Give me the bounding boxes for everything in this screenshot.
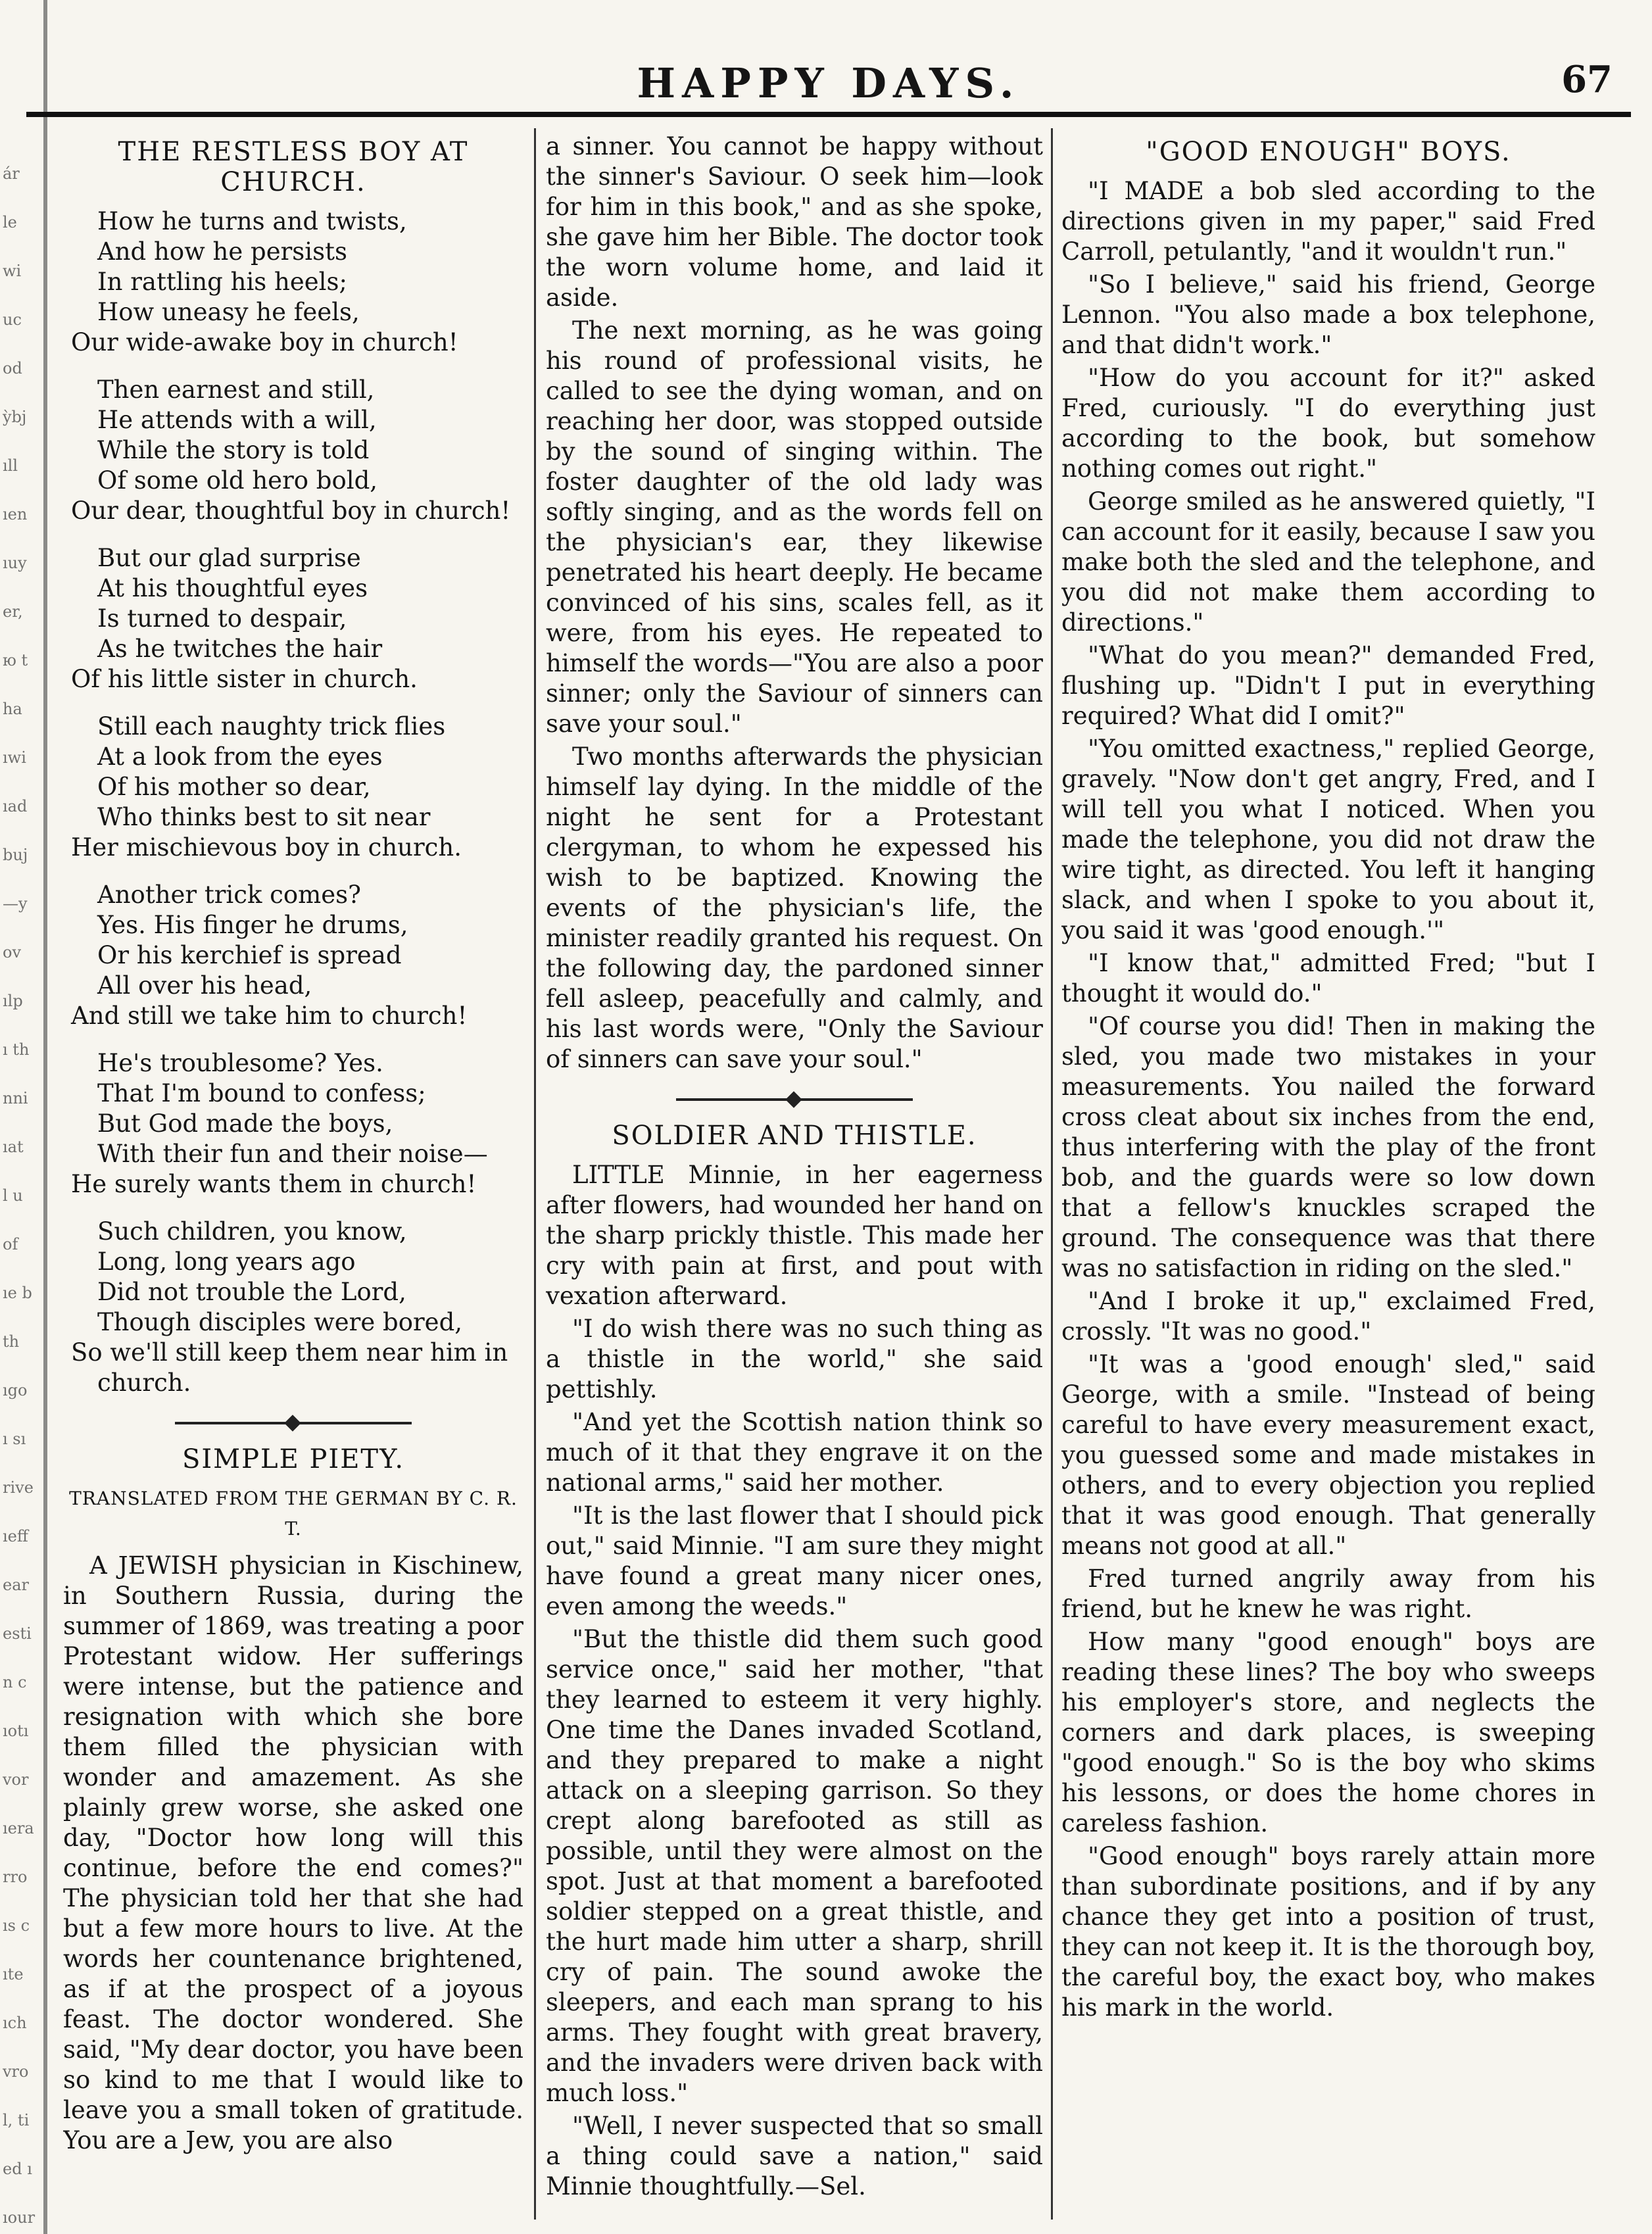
poem-stanza [63,712,523,863]
poem-line: Though disciples were bored, [97,1308,463,1336]
margin-fragment: ıeff [3,1527,28,1545]
poem-line: Is turned to despair, [97,604,347,633]
poem-line: But our glad surprise [97,544,361,572]
poem-line: Of his little sister in church. [71,665,418,693]
column-divider-2 [1051,128,1053,2220]
margin-fragment: ıour [3,2208,36,2227]
margin-fragment: ıs c [3,1916,30,1935]
poem-line: Did not trouble the Lord, [97,1278,406,1306]
poem-line: Of some old hero bold, [97,466,378,495]
good-enough-paragraph: Fred turned angrily away from his friend, but he knew he was right. [1061,1565,1595,1623]
thistle-body [546,1160,1043,2202]
poem-line: All over his head, [97,971,312,1000]
poem-stanza [63,1217,523,1398]
column-divider-1 [534,128,536,2220]
margin-fragment: ю t [3,651,28,669]
poem-line: And how he persists [97,237,347,266]
poem-line: Still each naughty trick flies [97,712,446,741]
poem-body [63,206,523,1398]
poem-line: But God made the boys, [97,1109,393,1138]
margin-fragment: of [3,1235,18,1253]
piety-continued [546,132,1043,1075]
poem-line: At a look from the eyes [97,742,383,771]
page-title: HAPPY DAYS. [637,59,1021,107]
margin-fragment: th [3,1332,20,1351]
poem-stanza [63,375,523,526]
margin-fragment: er, [3,602,23,621]
good-enough-paragraph: "You omitted exactness," replied George, gravely. "Now don't get angry, Fred, and I will tell you what I noticed. When you made the telephone, you did not draw the wire tight, as directed. You left it hanging slack, and when I spoke to you about it, you said it was 'good enough.'" [1061,735,1595,944]
thistle-paragraph: "I do wish there was no such thing as a thistle in the world," she said pettishly. [546,1315,1043,1403]
poem-line: In rattling his heels; [97,268,347,296]
margin-fragment: —y [3,894,28,913]
good-enough-paragraph: How many "good enough" boys are reading these lines? The boy who sweeps his employer's store, and neglects the corners and dark places, is sweeping "good enough." So is the boy who skims his lessons, or does the home chores in careless fashion. [1061,1628,1595,1837]
poem-line: So we'll still keep them near him in [71,1338,508,1367]
poem-line: Her mischievous boy in church. [71,833,462,862]
margin-fragment: le [3,213,17,231]
poem-stanza [63,1048,523,1200]
margin-fragment: l, ti [3,2111,30,2129]
margin-fragment: ıotı [3,1722,29,1740]
poem-line: That I'm bound to confess; [97,1079,426,1107]
piety-paragraph: Two months afterwards the physician himself lay dying. In the middle of the night he sent for a Protestant clergyman, to whom he expessed his wish to be baptized. Knowing the events of the physician's life, the minister readily granted his request. On the following day, the pardoned sinner fell asleep, peacefully and calmly, and his last words were, "Only the Saviour of sinners can save your soul." [546,742,1043,1073]
poem-line: How he turns and twists, [97,207,407,235]
margin-fragment: ıch [3,2014,27,2032]
margin-fragment: ıad [3,797,28,815]
margin-fragment: od [3,359,22,377]
thistle-paragraph: "Well, I never suspected that so small a thing could save a nation," said Minnie thoughtfully.—Sel. [546,2112,1043,2200]
good-enough-paragraph: George smiled as he answered quietly, "I can account for it easily, because I saw you make both the sled and the telephone, and you did not make them according to directions." [1061,487,1595,637]
piety-paragraph: A JEWISH physician in Kischinew, in Southern Russia, during the summer of 1869, was treating a poor Protestant widow. Her sufferings were intense, but the patience and resignation with which she bore them filled the physician with wonder and amazement. As she plainly grew worse, she asked one day, "Doctor how long will this continue, before the end comes?" The physician told her that she had but a few more hours to live. At the words her countenance brightened, as if at the prospect of a joyous feast. The doctor wondered. She said, "My dear doctor, you have been so kind to me that I would like to leave you a small token of gratitude. You are a Jew, you are also [63,1551,523,2154]
thistle-paragraph: LITTLE Minnie, in her eagerness after flowers, had wounded her hand on the sharp prickly thistle. This made her cry with pain at first, and pout with vexation afterward. [546,1161,1043,1310]
margin-fragment: ılp [3,992,23,1010]
good-enough-paragraph: "Of course you did! Then in making the sled, you made two mistakes in your measurements. You nailed the forward cross cleat about six inches from the end, thus interfering with the play of the front bob, and the guards were so low down that a fellow's knuckles scraped the ground. The consequence was that there was no satisfaction in riding on the sled." [1061,1012,1595,1282]
piety-subtitle: TRANSLATED FROM THE GERMAN BY C. R. T. [69,1488,518,1540]
page-header [26,39,1631,112]
margin-fragment: ıgo [3,1381,28,1399]
margin-fragment: n c [3,1673,27,1691]
poem-stanza [63,543,523,694]
poem-line: Or his kerchief is spread [97,941,402,969]
good-enough-paragraph: "What do you mean?" demanded Fred, flushing up. "Didn't I put in everything required? What did I omit?" [1061,641,1595,730]
margin-fragment: ıte [3,1965,24,1983]
margin-fragment: ear [3,1576,29,1594]
piety-paragraph: The next morning, as he was going his round of professional visits, he called to see the dying woman, and on reaching her door, was stopped outside by the sound of singing within. The foster daughter of the old lady was softly singing, and as the words fell on the physician's ear, they likewise penetrated his heart deeply. He became convinced of his sins, scales fell, as it were, from his eyes. He repeated to himself the words—"You are also a poor sinner; only the Saviour of sinners can save your soul." [546,316,1043,738]
column-2 [546,132,1043,2223]
header-rule [26,112,1631,117]
poem-line: Long, long years ago [97,1248,356,1276]
margin-fragment: ıen [3,505,28,523]
poem-line: While the story is told [97,436,370,464]
margin-fragment: ıera [3,1819,34,1837]
margin-fragment: ov [3,943,22,961]
poem-stanza [63,880,523,1031]
scan-edge-margin [0,0,72,2234]
thistle-paragraph: "But the thistle did them such good service once," said her mother, "that they learned to esteem it very highly. One time the Danes invaded Scotland, and they prepared to make a night attack on a sleeping garrison. So they crept along barefooted as still as possible, until they were almost on the spot. Just at that moment a barefooted soldier stepped on a great thistle, and the hurt made him utter a sharp, shrill cry of pain. The sound awoke the sleepers, and each man sprang to his arms. They fought with great bravery, and the invaders were driven back with much loss." [546,1625,1043,2107]
page-number: 67 [1561,58,1613,101]
margin-fragment: rro [3,1868,28,1886]
margin-fragment: wi [3,262,22,280]
poem-line: Of his mother so dear, [97,773,371,801]
column-3 [1061,132,1595,2223]
margin-fragment: ıe b [3,1284,32,1302]
good-enough-paragraph: "Good enough" boys rarely attain more than subordinate positions, and if by any chance they get into a position of trust, they can not keep it. It is the thorough boy, the careful boy, the exact boy, who makes his mark in the world. [1061,1842,1595,2022]
margin-fragment: vro [3,2062,29,2081]
thistle-paragraph: "And yet the Scottish nation think so much of it that they engrave it on the national arms," said her mother. [546,1408,1043,1497]
good-enough-body [1061,176,1595,2023]
margin-fragment: ha [3,700,22,718]
piety-title: SIMPLE PIETY. [182,1444,405,1474]
poem-title: THE RESTLESS BOY AT CHURCH. [118,137,469,197]
poem-line: church. [97,1369,191,1397]
section-separator [676,1098,913,1101]
margin-fragment: ed ı [3,2160,32,2178]
margin-fragment: ıll [3,456,18,475]
poem-stanza [63,206,523,358]
thistle-paragraph: "It is the last flower that I should pick out," said Minnie. "I am sure they might have found a great many nicer ones, even among the weeds." [546,1501,1043,1620]
poem-line: Our dear, thoughtful boy in church! [71,497,511,525]
thistle-title: SOLDIER AND THISTLE. [612,1121,977,1151]
margin-fragment: uc [3,310,22,329]
margin-fragment: ỳbj [3,408,27,426]
piety-paragraph: a sinner. You cannot be happy without the sinner's Saviour. O seek him—look for him in this book," and as she spoke, she gave him her Bible. The doctor took the worn volume home, and laid it aside. [546,132,1043,312]
good-enough-paragraph: "How do you account for it?" asked Fred, curiously. "I do everything just according to the book, but somehow nothing comes out right." [1061,364,1595,483]
poem-line: With their fun and their noise— [97,1140,488,1168]
poem-line: He's troublesome? Yes. [97,1049,383,1077]
margin-fragment: ı th [3,1040,30,1059]
margin-fragment: ár [3,164,20,183]
good-enough-paragraph: "I MADE a bob sled according to the directions given in my paper," said Fred Carroll, petulantly, "and it wouldn't run." [1061,177,1595,266]
good-enough-paragraph: "So I believe," said his friend, George Lennon. "You also made a box telephone, and that didn't work." [1061,270,1595,359]
good-enough-title: "GOOD ENOUGH" BOYS. [1146,137,1511,167]
scan-edge-strip [43,0,47,2234]
poem-line: How uneasy he feels, [97,298,360,326]
margin-fragment: ıat [3,1138,24,1156]
poem-line: Our wide-awake boy in church! [71,328,458,356]
good-enough-paragraph: "And I broke it up," exclaimed Fred, crossly. "It was no good." [1061,1287,1595,1346]
poem-line: Such children, you know, [97,1217,407,1246]
poem-line: And still we take him to church! [71,1002,468,1030]
poem-line: Then earnest and still, [97,376,375,404]
poem-line: He surely wants them in church! [71,1170,477,1198]
margin-fragment: buj [3,846,28,864]
poem-line: As he twitches the hair [97,635,383,663]
poem-line: Who thinks best to sit near [97,803,431,831]
poem-line: He attends with a will, [97,406,377,434]
margin-fragment: ıuy [3,554,27,572]
good-enough-paragraph: "It was a 'good enough' sled," said George, with a smile. "Instead of being careful to have every measurement exact, you guessed some and made mistakes in others, and to every objection you replied that it was good enough. That generally means not good at all." [1061,1350,1595,1560]
poem-line: Yes. His finger he drums, [97,911,408,939]
margin-fragment: vor [3,1770,29,1789]
column-1 [63,132,523,2223]
poem-line: Another trick comes? [97,881,361,909]
section-separator [175,1422,412,1424]
margin-fragment: ı sı [3,1430,26,1448]
margin-fragment: rive [3,1478,34,1497]
margin-fragment: l u [3,1186,23,1205]
good-enough-paragraph: "I know that," admitted Fred; "but I thought it would do." [1061,949,1595,1008]
margin-fragment: ıwi [3,748,26,767]
margin-fragment: esti [3,1624,32,1643]
poem-line: At his thoughtful eyes [97,574,368,602]
margin-fragment: nni [3,1089,28,1107]
